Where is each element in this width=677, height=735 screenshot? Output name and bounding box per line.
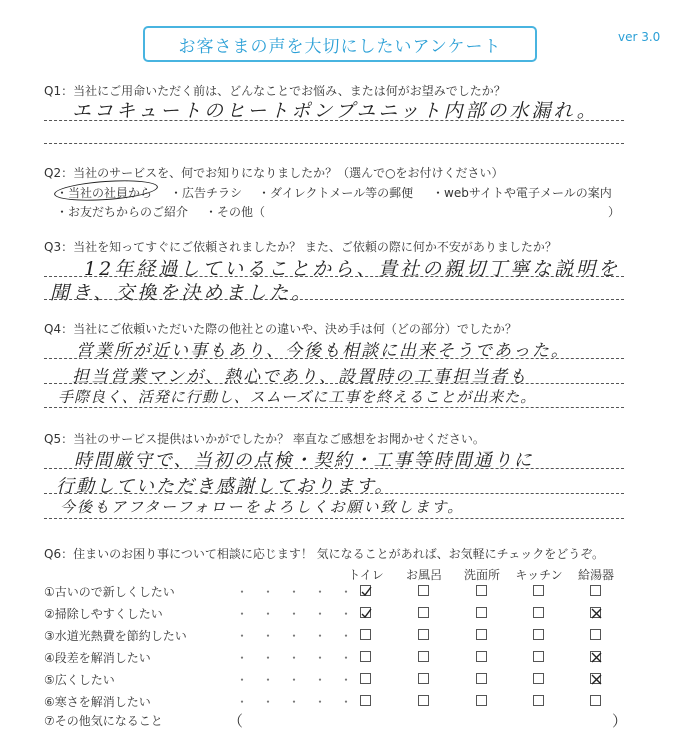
checkbox-トイレ[interactable] xyxy=(360,629,371,640)
q5-question: Q5：当社のサービス提供はいかがでしたか？ 率直なご感想をお聞かせください。 xyxy=(44,432,485,446)
q5-answer-line1: 時間厳守で、当初の点検・契約・工事等時間通りに xyxy=(74,450,534,471)
q2-question: Q2：当社のサービスを、何でお知りになりましたか？（選んで○をお付けください） xyxy=(44,166,504,180)
answer-line xyxy=(44,358,624,359)
checkbox-トイレ[interactable] xyxy=(360,673,371,684)
q1-answer: エコキュートのヒートポンプユニット内部の水漏れ。 xyxy=(72,100,599,122)
answer-line xyxy=(44,518,624,519)
q4-question: Q4：当社にご依頼いただいた際の他社との違いや、決め手は何（どの部分）でしたか？ xyxy=(44,322,517,336)
option-friends: ・お友だちからのご紹介 xyxy=(56,205,189,219)
leader-dots: ・・・・・ xyxy=(236,607,367,621)
row-label: ⑥寒さを解消したい xyxy=(44,695,151,709)
q3-answer-line2: 聞き、交換を決めました。 xyxy=(50,282,314,304)
q4-answer-line3: 手際良く、活発に行動し、スムーズに工事を終えることが出来た。 xyxy=(58,388,537,406)
column-toilet: トイレ xyxy=(348,568,384,582)
leader-dots: ・・・・・ xyxy=(236,695,367,709)
checkbox-トイレ[interactable] xyxy=(360,607,371,618)
checkbox-お風呂[interactable] xyxy=(418,651,429,662)
q5-answer-line3: 今後もアフターフォローをよろしくお願い致します。 xyxy=(60,498,465,516)
checkbox-キッチン[interactable] xyxy=(533,607,544,618)
row-other-label: ⑦その他気になること xyxy=(44,714,163,728)
answer-line xyxy=(44,143,624,144)
column-washroom: 洗面所 xyxy=(463,568,500,582)
column-bath: お風呂 xyxy=(405,568,442,582)
checkbox-洗面所[interactable] xyxy=(476,651,487,662)
row-label: ③水道光熱費を節約したい xyxy=(44,629,187,643)
answer-line xyxy=(44,299,624,300)
option-web: ・webサイトや電子メールの案内 xyxy=(432,186,612,200)
checkbox-お風呂[interactable] xyxy=(418,607,429,618)
other-paren-open: （ xyxy=(228,712,244,730)
q4-answer-line1: 営業所が近い事もあり、今後も相談に出来そうであった。 xyxy=(76,341,570,361)
option-other: ・その他（ xyxy=(205,205,266,219)
answer-line xyxy=(44,383,624,384)
option-staff: ・当社の社員から xyxy=(56,186,153,200)
checkbox-洗面所[interactable] xyxy=(476,673,487,684)
leader-dots: ・・・・・ xyxy=(236,651,367,665)
survey-title: お客さまの声を大切にしたいアンケート xyxy=(143,26,537,62)
leader-dots: ・・・・・ xyxy=(236,673,367,687)
checkbox-お風呂[interactable] xyxy=(418,673,429,684)
option-direct-mail: ・ダイレクトメール等の郵便 xyxy=(258,186,414,200)
checkbox-給湯器[interactable] xyxy=(590,607,601,618)
answer-line xyxy=(44,468,624,469)
checkbox-お風呂[interactable] xyxy=(418,695,429,706)
q4-answer-line2: 担当営業マンが、熱心であり、設置時の工事担当者も xyxy=(72,367,528,387)
leader-dots: ・・・・・ xyxy=(236,585,367,599)
checkbox-キッチン[interactable] xyxy=(533,651,544,662)
column-water-heater: 給湯器 xyxy=(577,568,614,582)
answer-line xyxy=(44,493,624,494)
checkbox-給湯器[interactable] xyxy=(590,673,601,684)
q3-question: Q3：当社を知ってすぐにご依頼されましたか？ また、ご依頼の際に何か不安がありましたか？ xyxy=(44,240,557,254)
q6-question: Q6：住まいのお困り事について相談に応じます！ 気になることがあれば、お気軽にチェックをどうぞ。 xyxy=(44,547,605,561)
checkbox-お風呂[interactable] xyxy=(418,629,429,640)
q5-answer-line2: 行動していただき感謝しております。 xyxy=(56,476,395,497)
answer-line xyxy=(44,120,624,121)
checkbox-キッチン[interactable] xyxy=(533,695,544,706)
answer-line xyxy=(44,407,624,408)
row-label: ①古いので新しくしたい xyxy=(44,585,175,599)
checkbox-給湯器[interactable] xyxy=(590,651,601,662)
option-other-close: ） xyxy=(608,205,621,219)
checkbox-洗面所[interactable] xyxy=(476,607,487,618)
other-paren-close: ） xyxy=(612,712,628,730)
checkbox-トイレ[interactable] xyxy=(360,695,371,706)
checkbox-トイレ[interactable] xyxy=(360,585,371,596)
q1-question: Q1：当社にご用命いただく前は、どんなことでお悩み、または何がお望みでしたか？ xyxy=(44,84,506,98)
checkbox-給湯器[interactable] xyxy=(590,629,601,640)
checkbox-洗面所[interactable] xyxy=(476,629,487,640)
row-label: ⑤広くしたい xyxy=(44,673,115,687)
checkbox-キッチン[interactable] xyxy=(533,629,544,640)
checkbox-洗面所[interactable] xyxy=(476,695,487,706)
leader-dots: ・・・・・ xyxy=(236,629,367,643)
checkbox-キッチン[interactable] xyxy=(533,673,544,684)
checkbox-キッチン[interactable] xyxy=(533,585,544,596)
checkbox-トイレ[interactable] xyxy=(360,651,371,662)
checkbox-お風呂[interactable] xyxy=(418,585,429,596)
q3-answer-line1: 12年経過していることから、貴社の親切丁寧な説明を xyxy=(84,258,621,280)
version-label: ver 3.0 xyxy=(618,30,661,44)
row-label: ④段差を解消したい xyxy=(44,651,151,665)
row-label: ②掃除しやすくしたい xyxy=(44,607,163,621)
column-kitchen: キッチン xyxy=(515,568,563,582)
checkbox-洗面所[interactable] xyxy=(476,585,487,596)
checkbox-給湯器[interactable] xyxy=(590,585,601,596)
checkbox-給湯器[interactable] xyxy=(590,695,601,706)
option-flyer: ・広告チラシ xyxy=(170,186,243,200)
answer-line xyxy=(44,276,624,277)
